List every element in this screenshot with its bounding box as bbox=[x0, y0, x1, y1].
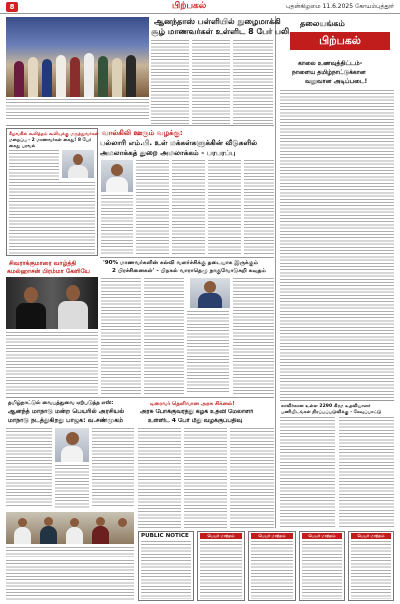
classified-ad-title: பெயர் மாற்றம் bbox=[351, 533, 391, 539]
center-story-body bbox=[187, 311, 229, 394]
left-mid-body bbox=[6, 332, 98, 394]
section-rule bbox=[100, 257, 274, 258]
bottom-left-headline-2: ஆனந்த் மாநாடு மன்ற பெயரில் அரசியல் bbox=[8, 408, 125, 415]
center-story-headline-2: 2 பிரச்சினைகள்' - பிறகல் வாராதெழு நாகுவோடுசுறி கவுதம் bbox=[112, 268, 266, 274]
right-lower-body bbox=[280, 417, 335, 528]
top-story-body bbox=[233, 40, 273, 124]
mid-story-headline-1: பல்லாரி எம்.பி. உள் மக்கள்களுக்கின் வீடுகளில் bbox=[100, 138, 258, 147]
bottom-center-headline-1: அரசு போக்குவரத்து கழக உதவி மேலாளர் bbox=[140, 409, 254, 415]
bottom-center-kicker: டிரைவர் தெளிவான அரசு சிக்னல்! bbox=[150, 401, 235, 407]
left-box-headline-1: கீழவகில் கூலித்தம் கூலியுக்கு மருத்துவர்கள் bbox=[9, 132, 99, 137]
bottom-left-body bbox=[55, 465, 89, 508]
left-box-body bbox=[9, 150, 59, 180]
section-rule bbox=[6, 125, 274, 126]
section-rule bbox=[6, 397, 274, 398]
left-box-body bbox=[9, 182, 95, 254]
classified-ad-body bbox=[302, 541, 342, 599]
photo-caption bbox=[6, 99, 149, 119]
editorial-body bbox=[280, 90, 394, 398]
mid-story-kicker: வால்கிலி ஊரும் வழக்கு: bbox=[102, 129, 183, 137]
classified-ad-title: பெயர் மாற்றம் bbox=[251, 533, 293, 539]
page-number-badge: 8 bbox=[6, 2, 18, 12]
collector-photo bbox=[190, 278, 230, 308]
classified-ad-body bbox=[251, 541, 293, 599]
editorial-headline-2: நாளைய தமிழ்நாட்டுக்கான bbox=[292, 69, 366, 76]
bottom-center-headline-2: உள்ளிட 4 பேர் மீது வழக்குப்பதிவு bbox=[148, 418, 243, 424]
left-mid-headline-1: சிவராக்குமாரை வாழ்த்தி bbox=[9, 260, 77, 267]
mid-story-headline-2: அமலாக்கத் துறை அமலாக்கம் - பரபரப்பு bbox=[100, 148, 236, 157]
classified-ad-title: பெயர் மாற்றம் bbox=[200, 533, 242, 539]
photo-caption bbox=[6, 547, 134, 557]
mid-story-body bbox=[136, 160, 169, 255]
classified-ad-body bbox=[200, 541, 242, 599]
right-lower-body bbox=[339, 417, 394, 528]
editorial-headline-3: வலுவான அடிப்படை! bbox=[305, 78, 368, 85]
left-box-headline-2: மறைப்பு - 2 மாணவர்கள் கைது! 8 பேர் bbox=[9, 138, 92, 143]
editorial-headline-1: காலை உணவுத்திட்டம்- bbox=[298, 60, 363, 67]
bottom-center-body bbox=[138, 428, 181, 528]
mp-photo bbox=[101, 160, 133, 192]
bottom-left-body bbox=[6, 428, 52, 508]
classified-ad-title: பெயர் மாற்றம் bbox=[302, 533, 342, 539]
right-lower-headline-2: பணியிடங்கள் நிரப்பப்படுவிக்கு - கேவுப்பாட்டு bbox=[281, 410, 382, 415]
editorial-kicker: தலையங்கம் bbox=[300, 19, 345, 28]
kamal-photo bbox=[6, 277, 98, 329]
bottom-center-body bbox=[230, 428, 274, 528]
masthead bbox=[0, 0, 400, 14]
center-story-body bbox=[233, 278, 274, 394]
mid-story-body bbox=[172, 160, 205, 255]
bottom-group-photo bbox=[6, 512, 134, 544]
bottom-left-headline-1: தமிழ்நாட்டுல் வைபத்துவை ஏற்படுத்த எஸ்: bbox=[8, 400, 114, 406]
bottom-left-body bbox=[92, 428, 134, 508]
masthead-date: புதன்கிழமை 11.6.2025 கோயம்புத்தூர் bbox=[286, 3, 394, 10]
top-story-headline-2: சூழ் மாணவர்கள் உள்ளிட 8 பேர் பலி bbox=[151, 27, 290, 36]
mid-story-body bbox=[244, 160, 274, 255]
bottom-center-body bbox=[184, 428, 227, 528]
top-story-headline-1: ஆனந்தாஸ் பள்ளியில் நுழைமாக்கி bbox=[154, 17, 281, 26]
public-notice-body bbox=[141, 541, 191, 599]
mid-story-body bbox=[208, 160, 241, 255]
left-mid-headline-2: கமல்ஹாசன் பிரம்மா கேளியே bbox=[7, 268, 90, 275]
right-lower-headline-1: காவிர்கான உள்ள 2290 கிரம உதவியாளர் bbox=[281, 404, 371, 409]
bottom-left-caption-body bbox=[6, 560, 134, 600]
shanmugam-photo bbox=[55, 428, 89, 462]
center-story-body bbox=[101, 278, 141, 394]
top-story-body bbox=[151, 40, 189, 124]
mid-story-body bbox=[101, 195, 133, 255]
editorial-badge: பிற்பகல் bbox=[290, 32, 390, 50]
masthead-title: பிற்பகல் bbox=[172, 1, 207, 11]
portrait-photo bbox=[62, 150, 94, 178]
center-story-headline-1: '90% மாணவர்களின் கல்வி வளர்ச்சிக்கு தடையாக இருக்கும் bbox=[103, 260, 259, 266]
public-notice-title: PUBLIC NOTICE bbox=[141, 533, 189, 539]
stage-group-photo bbox=[6, 17, 149, 97]
bottom-left-headline-3: மாநாடு நடத்துகிறது பாஜக: வ.சண்முகம் bbox=[8, 417, 124, 424]
left-box-headline-3: கைது பரவல் bbox=[9, 144, 36, 149]
classified-ad-body bbox=[351, 541, 391, 599]
section-rule bbox=[280, 400, 394, 401]
center-story-body bbox=[144, 278, 184, 394]
top-story-body bbox=[192, 40, 230, 124]
column-rule bbox=[275, 16, 276, 528]
